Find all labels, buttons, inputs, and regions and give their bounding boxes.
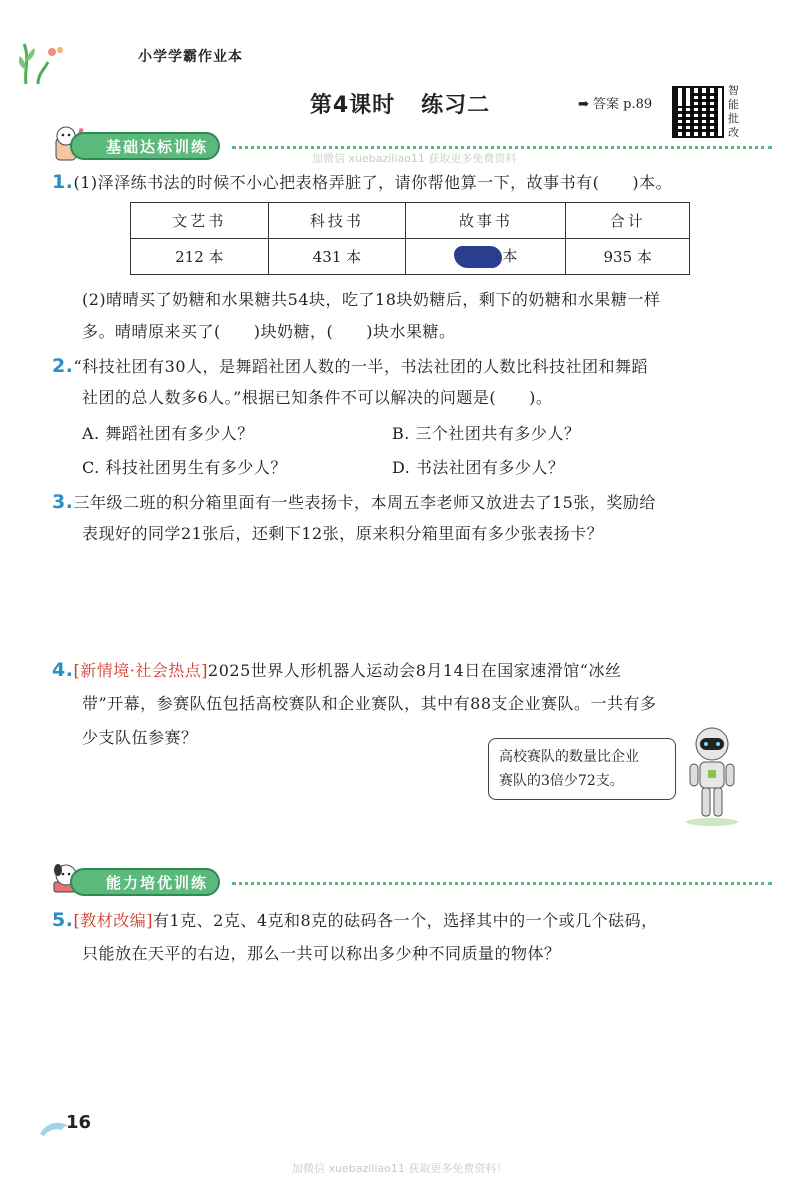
table-row [131, 239, 690, 275]
question-number: 1. [52, 171, 74, 193]
question-number: 3. [52, 491, 74, 513]
table-header: 故事书 [406, 203, 566, 239]
section-basic-badge: 基础达标训练 [70, 132, 220, 160]
answer-reference: ➡ 答案 p.89 [578, 97, 653, 112]
question-2-line2: 社团的总人数多6人。”根据已知条件不可以解决的问题是( )。 [82, 388, 553, 407]
smart-check-label: 智能批改 [728, 84, 739, 139]
book-title: 小学学霸作业本 [138, 49, 243, 65]
option-c: C. 科技社团男生有多少人？ [82, 458, 287, 477]
question-5-line1 [52, 904, 782, 937]
question-number: 4. [52, 659, 74, 681]
book-table [130, 202, 690, 275]
lesson-number: 第4课时 [309, 93, 396, 118]
question-text: 三年级二班的积分箱里面有一些表扬卡，本周五李老师又放进去了15张，奖励给 [73, 493, 656, 512]
question-2-line1 [52, 350, 782, 383]
option-a: A. 舞蹈社团有多少人？ [82, 424, 254, 443]
option-d: D. 书法社团有多少人？ [392, 458, 565, 477]
question-text: “科技社团有30人，是舞蹈社团人数的一半，书法社团的人数比科技社团和舞蹈 [73, 357, 648, 376]
question-3-line1 [52, 486, 782, 519]
hint-line: 高校赛队的数量比企业 [499, 749, 639, 765]
question-4-line1 [52, 654, 782, 687]
table-header-row [131, 203, 690, 239]
question-1-part2-line2: 多。晴晴原来买了( )块奶糖，( )块水果糖。 [82, 322, 456, 341]
lesson-name: 练习二 [421, 93, 491, 118]
question-4-line2: 带”开幕，参赛队伍包括高校赛队和企业赛队，其中有88支企业赛队。一共有多 [82, 694, 657, 713]
robot-icon [684, 726, 740, 826]
table-cell: 212 本 [131, 239, 269, 275]
watermark-bottom: 加微信 xuebaziliao11 获取更多免费资料！ [292, 1162, 508, 1175]
option-b: B. 三个社团共有多少人？ [392, 424, 581, 443]
hint-bubble [488, 738, 676, 800]
table-cell: 935 本 [566, 239, 690, 275]
hint-line: 赛队的3倍少72支。 [499, 773, 624, 789]
table-header: 科技书 [268, 203, 406, 239]
qr-code-icon[interactable] [672, 86, 724, 138]
question-3-line2: 表现好的同学21张后，还剩下12张，原来积分箱里面有多少张表扬卡？ [82, 524, 604, 543]
question-text: 有1克、2克、4克和8克的砝码各一个，选择其中的一个或几个砝码， [152, 911, 658, 930]
section-advanced-badge: 能力培优训练 [70, 868, 220, 896]
question-4-line3: 少支队伍参赛？ [82, 728, 198, 747]
table-cell: 431 本 [268, 239, 406, 275]
question-number: 2. [52, 355, 74, 377]
question-tag: [新情境·社会热点] [73, 661, 209, 680]
page-number: 16 [66, 1112, 92, 1133]
ink-blot-icon [454, 246, 502, 268]
question-text: (1)泽泽练书法的时候不小心把表格弄脏了，请你帮他算一下，故事书有( )本。 [73, 173, 673, 192]
question-1-part1 [52, 166, 782, 199]
watermark-top: 加微信 xuebaziliao11 获取更多免费资料 [312, 152, 517, 165]
question-number: 5. [52, 909, 74, 931]
plant-logo-icon [14, 40, 70, 86]
table-header: 文艺书 [131, 203, 269, 239]
section-divider [232, 146, 772, 149]
section-divider [232, 882, 772, 885]
table-header: 合计 [566, 203, 690, 239]
table-cell-smudged [406, 239, 566, 275]
question-text: 2025世界人形机器人运动会8月14日在国家速滑馆“冰丝 [208, 661, 622, 680]
question-1-part2-line1: (2)晴晴买了奶糖和水果糖共54块，吃了18块奶糖后，剩下的奶糖和水果糖一样 [82, 290, 661, 309]
table-cell-unit: 本 [502, 247, 518, 265]
question-tag: [教材改编] [73, 911, 153, 930]
question-5-line2: 只能放在天平的右边，那么一共可以称出多少种不同质量的物体？ [82, 944, 561, 963]
